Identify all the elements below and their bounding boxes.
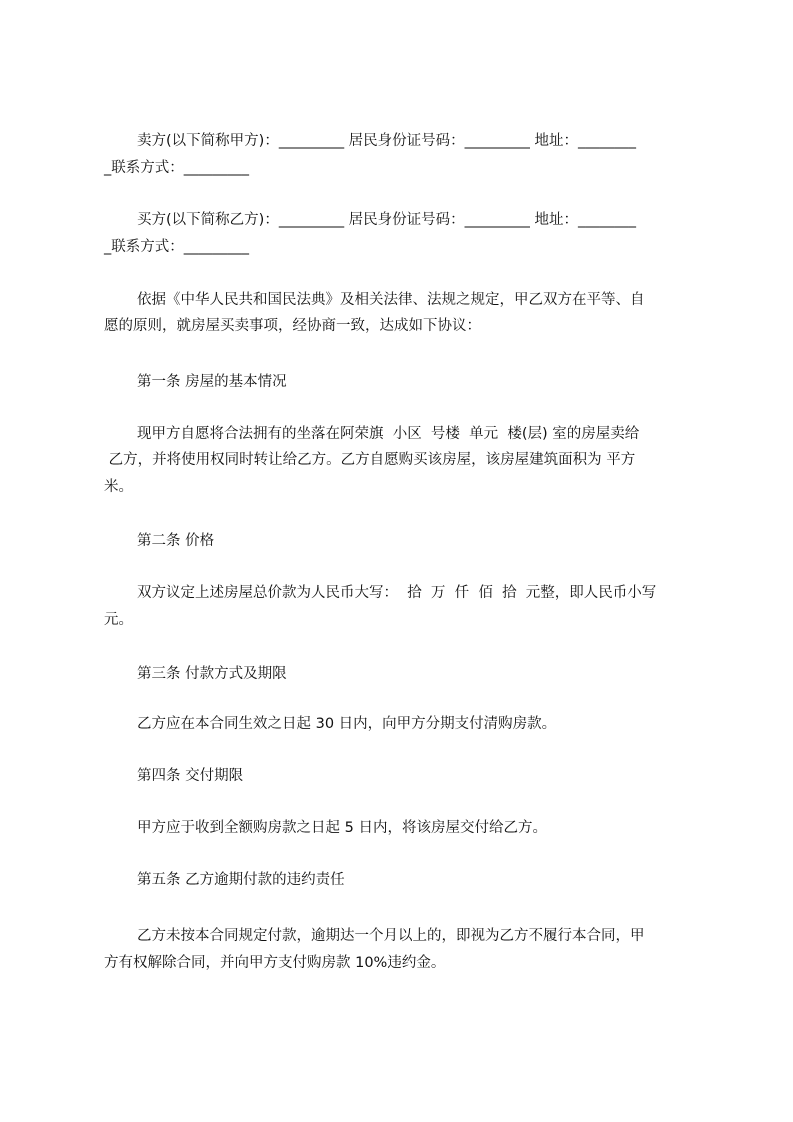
article-4-text: 甲方应于收到全额购房款之日起 5 日内，将该房屋交付给乙方。 (137, 820, 547, 836)
article-1-text: 现甲方自愿将合法拥有的坐落在阿荣旗 小区 号楼 单元 楼(层) 室的房屋卖给 (137, 426, 640, 442)
buyer-contact-line: _联系方式：_________ (104, 239, 249, 255)
article-5-text: 乙方未按本合同规定付款，逾期达一个月以上的，即视为乙方不履行本合同，甲 (137, 928, 645, 944)
article-2-title: 第二条 价格 (137, 533, 215, 549)
seller-contact-line: _联系方式：_________ (104, 160, 249, 176)
article-3-title: 第三条 付款方式及期限 (137, 666, 287, 682)
article-1-text: 乙方，并将使用权同时转让给乙方。乙方自愿购买该房屋，该房屋建筑面积为 平方 (104, 452, 636, 468)
seller-info-line: 卖方(以下简称甲方)：_________ 居民身份证号码：_________ 地址：________ (137, 133, 637, 149)
article-2-text: 双方议定上述房屋总价款为人民币大写： 拾 万 仟 佰 拾 元整，即人民币小写 (137, 585, 657, 601)
buyer-info-line: 买方(以下简称乙方)：_________ 居民身份证号码：_________ 地址：________ (137, 212, 637, 228)
preamble-line: 愿的原则，就房屋买卖事项，经协商一致，达成如下协议： (104, 318, 481, 334)
article-5-title: 第五条 乙方逾期付款的违约责任 (137, 872, 345, 888)
article-5-text: 方有权解除合同，并向甲方支付购房款 10%违约金。 (104, 955, 446, 971)
article-1-text: 米。 (104, 479, 133, 495)
article-3-text: 乙方应在本合同生效之日起 30 日内，向甲方分期支付清购房款。 (137, 716, 557, 732)
article-4-title: 第四条 交付期限 (137, 768, 244, 784)
preamble-line: 依据《中华人民共和国民法典》及相关法律、法规之规定，甲乙双方在平等、自 (137, 292, 645, 308)
article-1-title: 第一条 房屋的基本情况 (137, 374, 287, 390)
article-2-text: 元。 (104, 612, 133, 628)
